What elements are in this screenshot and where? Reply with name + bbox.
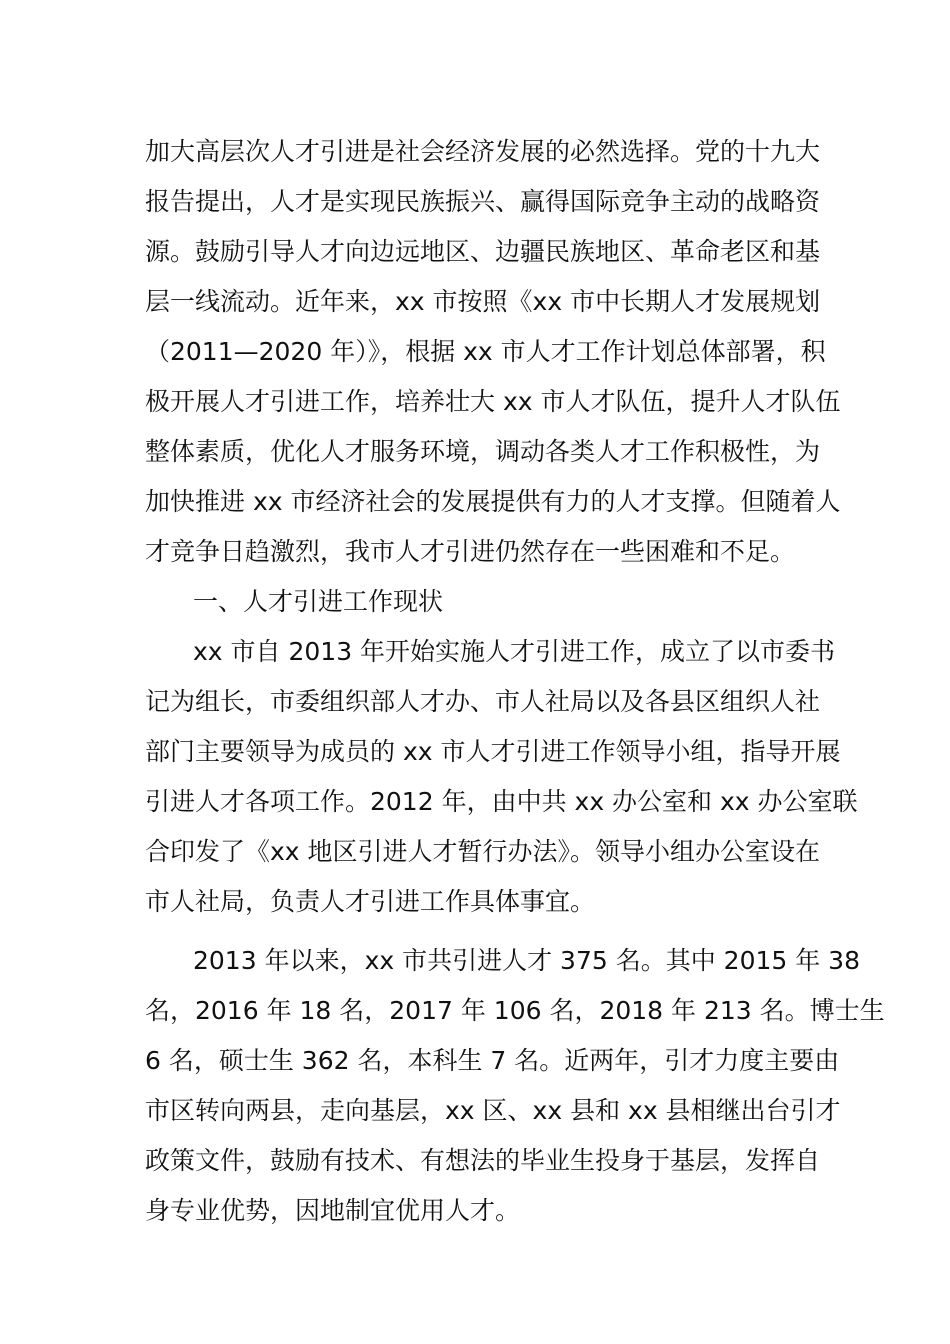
text-line: 才竞争日趋激烈，我市人才引进仍然存在一些困难和不足。 — [145, 537, 796, 566]
text-line: 市区转向两县，走向基层，xx 区、xx 县和 xx 县相继出台引才 — [145, 1096, 841, 1125]
text-line: 源。鼓励引导人才向边远地区、边疆民族地区、革命老区和基 — [145, 237, 821, 266]
text-line: （2011—2020 年）》，根据 xx 市人才工作计划总体部署，积 — [145, 337, 826, 366]
paragraph-intro — [145, 127, 841, 577]
text-line: 部门主要领导为成员的 xx 市人才引进工作领导小组，指导开展 — [145, 737, 841, 766]
text-line: 政策文件，鼓励有技术、有想法的毕业生投身于基层，发挥自 — [145, 1146, 821, 1175]
text-line: 身专业优势，因地制宜优用人才。 — [145, 1196, 521, 1225]
text-line: xx 市自 2013 年开始实施人才引进工作，成立了以市委书 — [193, 637, 836, 666]
text-line: 2013 年以来，xx 市共引进人才 375 名。其中 2015 年 38 — [193, 946, 860, 975]
text-line: 加大高层次人才引进是社会经济发展的必然选择。党的十九大 — [145, 137, 821, 166]
paragraph-statistics — [145, 936, 885, 1236]
text-line: 记为组长，市委组织部人才办、市人社局以及各县区组织人社 — [145, 687, 821, 716]
text-line: 报告提出，人才是实现民族振兴、赢得国际竞争主动的战略资 — [145, 187, 821, 216]
document-body — [145, 127, 885, 1236]
text-line: 整体素质，优化人才服务环境，调动各类人才工作积极性，为 — [145, 437, 821, 466]
section-heading: 一、人才引进工作现状 — [193, 587, 444, 616]
text-line: 加快推进 xx 市经济社会的发展提供有力的人才支撑。但随着人 — [145, 487, 841, 516]
text-line: 市人社局，负责人才引进工作具体事宜。 — [145, 887, 596, 916]
paragraph-status — [145, 627, 858, 927]
text-line: 极开展人才引进工作，培养壮大 xx 市人才队伍，提升人才队伍 — [145, 387, 841, 416]
text-line: 名，2016 年 18 名，2017 年 106 名，2018 年 213 名。博士生 — [145, 996, 885, 1025]
text-line: 层一线流动。近年来，xx 市按照《xx 市中长期人才发展规划 — [145, 287, 821, 316]
text-line: 引进人才各项工作。2012 年，由中共 xx 办公室和 xx 办公室联 — [145, 787, 858, 816]
text-line: 6 名，硕士生 362 名，本科生 7 名。近两年，引才力度主要由 — [145, 1046, 840, 1075]
text-line: 合印发了《xx 地区引进人才暂行办法》。领导小组办公室设在 — [145, 837, 821, 866]
